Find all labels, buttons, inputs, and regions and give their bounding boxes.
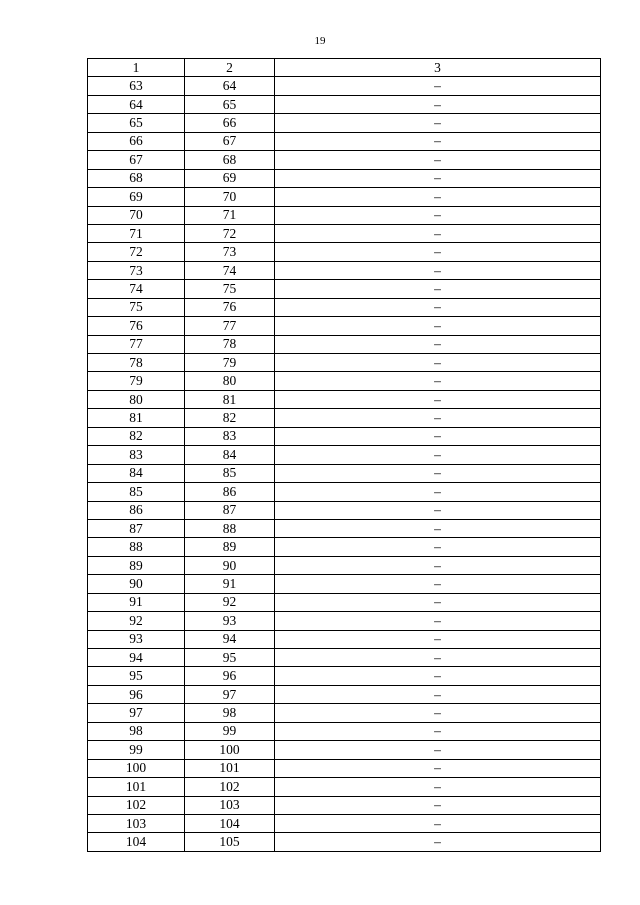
table-cell-col-1: 66 <box>88 132 185 150</box>
table-cell-col-3: – <box>275 224 601 242</box>
table-cell-col-3: – <box>275 704 601 722</box>
table-cell-col-2: 71 <box>185 206 275 224</box>
table-body <box>88 77 601 851</box>
table-cell-col-2: 100 <box>185 741 275 759</box>
table-cell-col-2: 72 <box>185 224 275 242</box>
table-cell-col-3: – <box>275 206 601 224</box>
table-cell-col-1: 93 <box>88 630 185 648</box>
table-cell-col-3: – <box>275 796 601 814</box>
table-cell-col-3: – <box>275 261 601 279</box>
table-row <box>88 685 601 703</box>
table-cell-col-2: 85 <box>185 464 275 482</box>
table-row <box>88 243 601 261</box>
table-cell-col-2: 95 <box>185 649 275 667</box>
table-row <box>88 169 601 187</box>
table-cell-col-1: 99 <box>88 741 185 759</box>
table-row <box>88 483 601 501</box>
table-cell-col-2: 65 <box>185 95 275 113</box>
table-cell-col-2: 92 <box>185 593 275 611</box>
table-row <box>88 501 601 519</box>
table-cell-col-2: 86 <box>185 483 275 501</box>
table-row <box>88 95 601 113</box>
table-cell-col-2: 74 <box>185 261 275 279</box>
table-cell-col-1: 73 <box>88 261 185 279</box>
table-row <box>88 132 601 150</box>
table-cell-col-2: 99 <box>185 722 275 740</box>
column-header-2: 2 <box>185 59 275 77</box>
table-cell-col-1: 82 <box>88 427 185 445</box>
table-row <box>88 704 601 722</box>
table-cell-col-1: 70 <box>88 206 185 224</box>
table-cell-col-3: – <box>275 354 601 372</box>
table-cell-col-3: – <box>275 612 601 630</box>
table-cell-col-2: 66 <box>185 114 275 132</box>
table-row <box>88 833 601 851</box>
table-cell-col-2: 104 <box>185 814 275 832</box>
column-header-3: 3 <box>275 59 601 77</box>
table-row <box>88 593 601 611</box>
table-cell-col-1: 101 <box>88 778 185 796</box>
table-cell-col-3: – <box>275 298 601 316</box>
table-cell-col-3: – <box>275 814 601 832</box>
table-cell-col-2: 93 <box>185 612 275 630</box>
table-cell-col-3: – <box>275 722 601 740</box>
table-row <box>88 224 601 242</box>
table-cell-col-1: 63 <box>88 77 185 95</box>
table-cell-col-1: 94 <box>88 649 185 667</box>
table-cell-col-2: 88 <box>185 519 275 537</box>
table-row <box>88 409 601 427</box>
table-cell-col-1: 71 <box>88 224 185 242</box>
table-cell-col-3: – <box>275 649 601 667</box>
table-cell-col-2: 68 <box>185 151 275 169</box>
table-row <box>88 261 601 279</box>
table-cell-col-1: 78 <box>88 354 185 372</box>
table-cell-col-2: 98 <box>185 704 275 722</box>
page-number: 19 <box>314 35 326 47</box>
table-cell-col-3: – <box>275 759 601 777</box>
table-cell-col-3: – <box>275 778 601 796</box>
table-cell-col-3: – <box>275 317 601 335</box>
table-cell-col-3: – <box>275 95 601 113</box>
table-cell-col-2: 89 <box>185 538 275 556</box>
table-cell-col-2: 76 <box>185 298 275 316</box>
table-cell-col-1: 83 <box>88 446 185 464</box>
table-cell-col-2: 81 <box>185 390 275 408</box>
table-row <box>88 796 601 814</box>
table-cell-col-1: 98 <box>88 722 185 740</box>
table-row <box>88 390 601 408</box>
table-cell-col-3: – <box>275 501 601 519</box>
table-cell-col-1: 102 <box>88 796 185 814</box>
table-cell-col-1: 100 <box>88 759 185 777</box>
table-cell-col-3: – <box>275 593 601 611</box>
table-cell-col-2: 80 <box>185 372 275 390</box>
table-cell-col-3: – <box>275 114 601 132</box>
table-row <box>88 649 601 667</box>
table-cell-col-2: 77 <box>185 317 275 335</box>
table-cell-col-1: 68 <box>88 169 185 187</box>
table-cell-col-3: – <box>275 335 601 353</box>
table-header <box>88 59 601 77</box>
table-cell-col-1: 69 <box>88 188 185 206</box>
table-cell-col-1: 89 <box>88 556 185 574</box>
table-row <box>88 77 601 95</box>
table-row <box>88 778 601 796</box>
table-row <box>88 538 601 556</box>
table-cell-col-1: 87 <box>88 519 185 537</box>
table-cell-col-2: 82 <box>185 409 275 427</box>
table-row <box>88 354 601 372</box>
table-row <box>88 575 601 593</box>
table-cell-col-1: 67 <box>88 151 185 169</box>
table-cell-col-2: 90 <box>185 556 275 574</box>
table-cell-col-3: – <box>275 833 601 851</box>
table-cell-col-1: 97 <box>88 704 185 722</box>
table-row <box>88 519 601 537</box>
table-row <box>88 280 601 298</box>
table-cell-col-1: 65 <box>88 114 185 132</box>
column-header-1: 1 <box>88 59 185 77</box>
table-cell-col-3: – <box>275 409 601 427</box>
table-cell-col-1: 77 <box>88 335 185 353</box>
table-cell-col-3: – <box>275 667 601 685</box>
table-cell-col-3: – <box>275 427 601 445</box>
table-cell-col-2: 67 <box>185 132 275 150</box>
table-cell-col-2: 69 <box>185 169 275 187</box>
table-cell-col-3: – <box>275 372 601 390</box>
table-cell-col-1: 80 <box>88 390 185 408</box>
table-cell-col-2: 87 <box>185 501 275 519</box>
table-row <box>88 556 601 574</box>
table-cell-col-1: 84 <box>88 464 185 482</box>
table-cell-col-1: 74 <box>88 280 185 298</box>
table-row <box>88 372 601 390</box>
data-table <box>87 58 601 852</box>
table-row <box>88 446 601 464</box>
table-row <box>88 612 601 630</box>
table-cell-col-3: – <box>275 519 601 537</box>
table-cell-col-1: 79 <box>88 372 185 390</box>
table-cell-col-3: – <box>275 243 601 261</box>
table-cell-col-2: 103 <box>185 796 275 814</box>
table-row <box>88 114 601 132</box>
table-cell-col-1: 64 <box>88 95 185 113</box>
table-cell-col-2: 75 <box>185 280 275 298</box>
table-cell-col-1: 75 <box>88 298 185 316</box>
table-row <box>88 630 601 648</box>
table-cell-col-1: 86 <box>88 501 185 519</box>
table-cell-col-1: 76 <box>88 317 185 335</box>
table-cell-col-2: 101 <box>185 759 275 777</box>
table-cell-col-3: – <box>275 77 601 95</box>
table-cell-col-3: – <box>275 151 601 169</box>
table-row <box>88 206 601 224</box>
table-cell-col-1: 91 <box>88 593 185 611</box>
table-cell-col-2: 91 <box>185 575 275 593</box>
table-cell-col-2: 105 <box>185 833 275 851</box>
table-cell-col-1: 90 <box>88 575 185 593</box>
table-cell-col-3: – <box>275 169 601 187</box>
table-cell-col-3: – <box>275 741 601 759</box>
table-row <box>88 317 601 335</box>
table-row <box>88 741 601 759</box>
table-row <box>88 335 601 353</box>
table-row <box>88 188 601 206</box>
table-cell-col-1: 81 <box>88 409 185 427</box>
table-row <box>88 298 601 316</box>
table-cell-col-2: 97 <box>185 685 275 703</box>
table-cell-col-3: – <box>275 188 601 206</box>
table-cell-col-2: 73 <box>185 243 275 261</box>
table-cell-col-3: – <box>275 464 601 482</box>
table-cell-col-2: 64 <box>185 77 275 95</box>
table-cell-col-1: 96 <box>88 685 185 703</box>
table-row <box>88 722 601 740</box>
table-cell-col-2: 94 <box>185 630 275 648</box>
table-cell-col-2: 83 <box>185 427 275 445</box>
table-cell-col-1: 92 <box>88 612 185 630</box>
table-row <box>88 667 601 685</box>
table-cell-col-2: 79 <box>185 354 275 372</box>
table-cell-col-1: 85 <box>88 483 185 501</box>
table-row <box>88 151 601 169</box>
table-cell-col-3: – <box>275 390 601 408</box>
table-cell-col-1: 88 <box>88 538 185 556</box>
table-cell-col-3: – <box>275 132 601 150</box>
table-cell-col-2: 84 <box>185 446 275 464</box>
table-cell-col-3: – <box>275 575 601 593</box>
table-cell-col-2: 102 <box>185 778 275 796</box>
table-cell-col-2: 70 <box>185 188 275 206</box>
table-row <box>88 814 601 832</box>
header-row <box>88 59 601 77</box>
table-row <box>88 427 601 445</box>
table-cell-col-3: – <box>275 556 601 574</box>
table-row <box>88 759 601 777</box>
table-cell-col-3: – <box>275 280 601 298</box>
table-cell-col-3: – <box>275 446 601 464</box>
table-cell-col-3: – <box>275 685 601 703</box>
table-cell-col-3: – <box>275 538 601 556</box>
table-cell-col-3: – <box>275 630 601 648</box>
table-cell-col-1: 95 <box>88 667 185 685</box>
table-cell-col-1: 104 <box>88 833 185 851</box>
table-cell-col-1: 103 <box>88 814 185 832</box>
table-cell-col-3: – <box>275 483 601 501</box>
table-cell-col-2: 78 <box>185 335 275 353</box>
table-row <box>88 464 601 482</box>
table-cell-col-2: 96 <box>185 667 275 685</box>
table-cell-col-1: 72 <box>88 243 185 261</box>
